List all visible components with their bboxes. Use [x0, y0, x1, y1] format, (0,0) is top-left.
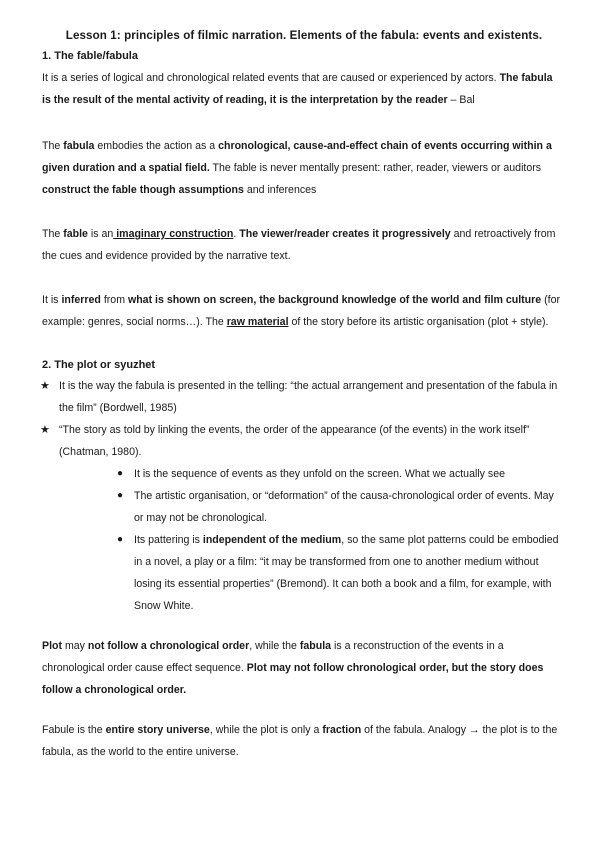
list-item — [42, 419, 560, 463]
bold-text: fable — [63, 228, 88, 240]
bold-text: chronological, cause-and-effect chain of events occurring within a given duration and a spatial field. — [42, 140, 552, 174]
bold-text: construct the fable though assumptions — [42, 184, 244, 196]
paragraph-plot-order — [42, 635, 560, 701]
list-item — [42, 375, 560, 419]
section-heading-plot: 2. The plot or syuzhet — [42, 359, 156, 371]
underlined-text: imaginary construction — [113, 228, 234, 240]
list-item — [117, 529, 560, 617]
list-item — [117, 485, 560, 529]
bold-text: fabula — [299, 640, 332, 652]
bold-text: fabula — [63, 140, 95, 152]
text: is a reconstruction of the events in a chronological order cause effect sequence. — [42, 640, 504, 674]
paragraph-fabula-inferred — [42, 289, 560, 333]
underlined-text: raw material — [226, 316, 289, 328]
text: , while the — [249, 640, 300, 652]
text: (for example: genres, social norms…). The — [42, 294, 561, 328]
section-heading-fabula: 1. The fable/fabula — [42, 50, 138, 62]
bold-text: inferred — [61, 294, 101, 306]
bold-text: The fabula is the result of the mental activity of reading, it is the interpretation by the reader — [42, 72, 553, 106]
bullet-icon: ● — [117, 534, 124, 545]
text: It is a series of logical and chronological related events that are caused or experienced by actors. — [42, 72, 500, 84]
text: from — [100, 294, 128, 306]
text: , so the same plot patterns could be embodied in a novel, a play or a film: “it may be transformed from one to another medium without losing its essential properties” (Bremond). It can both a book and a film, for example, with Snow White. — [134, 534, 559, 612]
bullet-icon: ● — [117, 468, 124, 479]
list-item-text: The artistic organisation, or “deformation” of the causa-chronological order of events. May or may not be chronological. — [134, 490, 554, 524]
text: embodies the action as a — [94, 140, 219, 152]
text: , while the plot is only a — [209, 724, 323, 736]
text: It is — [42, 294, 62, 306]
bold-text: what is shown on screen, the background knowledge of the world and film culture — [127, 294, 542, 306]
list-item-text: “The story as told by linking the events, the order of the appearance (of the events) in the work itself” (Chatman, 1980). — [59, 424, 530, 458]
bullet-icon: ● — [117, 490, 124, 501]
list-item — [117, 463, 560, 485]
bold-text: Plot may not follow chronological order, but the story does follow a chronological order. — [42, 662, 544, 696]
text: Fabule is the — [42, 724, 106, 736]
text: . — [233, 228, 240, 240]
text: The fable is never mentally present: rather, reader, viewers or auditors — [209, 162, 542, 174]
paragraph-fable-construction — [42, 223, 560, 267]
star-icon: ★ — [40, 380, 50, 392]
paragraph-fabula-definition — [42, 67, 560, 111]
paragraph-fabula-action — [42, 135, 560, 201]
text: and inferences — [243, 184, 317, 196]
list-item-text: It is the sequence of events as they unfold on the screen. What we actually see — [134, 468, 505, 480]
bold-text: entire story universe — [105, 724, 210, 736]
star-list — [42, 375, 560, 463]
bullet-list — [42, 463, 560, 617]
bold-text: not follow a chronological order — [87, 640, 250, 652]
bold-text: Plot — [42, 640, 63, 652]
text: is an — [87, 228, 114, 240]
list-item-text: It is the way the fabula is presented in the telling: “the actual arrangement and presentation of the fabula in the film” (Bordwell, 1985) — [59, 380, 558, 414]
page-title: Lesson 1: principles of filmic narration. Elements of the fabula: events and existents. — [65, 29, 543, 42]
text: The — [42, 228, 64, 240]
text: of the story before its artistic organisation (plot + style). — [288, 316, 549, 328]
bold-text: independent of the medium — [202, 534, 342, 546]
paragraph-plot-fraction — [42, 719, 560, 763]
bold-text: The viewer/reader creates it progressively — [239, 228, 451, 240]
text: The — [42, 140, 64, 152]
text: Its pattering is — [134, 534, 203, 546]
star-icon: ★ — [40, 424, 50, 436]
text: and retroactively from the cues and evidence provided by the narrative text. — [42, 228, 556, 262]
bold-text: fraction — [322, 724, 362, 736]
text: – Bal — [447, 94, 475, 106]
text: of the fabula. Analogy → the plot is to the fabula, as the world to the entire universe. — [42, 724, 558, 758]
text: may — [62, 640, 88, 652]
